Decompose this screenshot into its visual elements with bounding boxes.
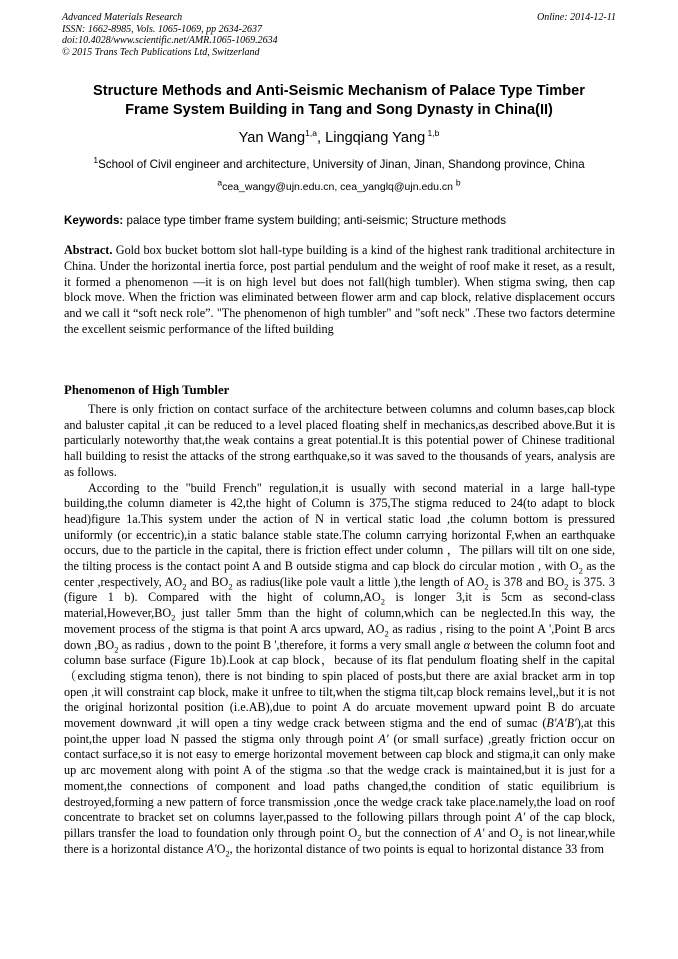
subscript: 2 — [384, 628, 389, 639]
text-run: between the column foot and column base surface (Figure 1b).Look at cap block，because of its flat pendulum floating shelf in the capital（excluding stigma tenon), there is not binding to spin placed of posts,but there are axial bracket arm in top open ,it will constraint cap block, make it unfree to tilt,when the stigma tilt,cap block remains level,,but it is not the original horizontal position (i.e.AB),due to point A do arcuate movement upward point B do arcuate movement downward ,it will open a tiny wedge crack between stigma and the end of sumac ( — [64, 637, 616, 731]
keywords-label: Keywords: — [64, 214, 124, 227]
paragraph: There is only friction on contact surface of the architecture between columns and column bases,cap block and baluster capital ,it can be reduced to a level placed floating shelf in mechanics,as described above.But it is particularly noteworthy that,the weak contains a great potential.It is this potential power of Chinese traditional hall building to resist the attacks of the strong earthquake,so it was saved to the thousands of years, analysis are as follows. — [64, 402, 615, 479]
subscript: 2 — [484, 581, 489, 592]
point-symbol: A′ — [378, 731, 389, 746]
journal-name: Advanced Materials Research — [62, 12, 183, 23]
point-symbol: A′ — [515, 810, 526, 825]
copyright-line: © 2015 Trans Tech Publications Ltd, Switzerland — [62, 46, 260, 58]
title-line-1: Structure Methods and Anti-Seismic Mechanism of Palace Type Timber — [93, 83, 585, 99]
text-run: is not linear,while there is a horizontal distance — [64, 825, 615, 856]
affiliation — [40, 155, 638, 172]
author-superscript: 1,b — [425, 128, 440, 139]
subscript: 2 — [225, 848, 230, 859]
affiliation-text: School of Civil engineer and architecture, University of Jinan, Jinan, Shandong province, China — [98, 158, 585, 171]
text-run: is longer 3,it is 5cm as second-class material,However,BO — [64, 590, 615, 621]
text-run: and BO — [186, 574, 229, 589]
keywords — [64, 214, 616, 228]
text-run: just taller 5mm than the hight of column,which can be neglected.In this way, the movement process of the stigma is that point A arcs upward, AO — [64, 606, 615, 636]
subscript: 2 — [171, 612, 176, 623]
email-superscript: a — [217, 177, 223, 188]
author-name: Lingqiang Yang — [325, 130, 426, 146]
text-run: ),at this point,the upper load N passed the stigma only through point — [64, 716, 615, 746]
subscript: 2 — [380, 596, 385, 607]
abstract — [64, 243, 615, 338]
author-list — [40, 129, 638, 147]
text-run: According to the "build French" regulation,it is usually with second material in a large hall-type building,the column diameter is 42,the hight of Column is 375,The stigma reduced to 24(to adapt to block head)figure 1a.This system under the action of N in vertical static load ,the column bottom is pressured uniformly (or eccentric),in a static balance stable state.The column carrying horizontal F,when an earthquake occurs, due to the particle in the capital, there is friction effect under column ，The pillars will tilt on one side, the tilting process is the contact point A and B outside stigma and cap block do circular motion , with O — [64, 480, 615, 574]
issn-line: ISSN: 1662-8985, Vols. 1065-1069, pp 2634-2637 — [62, 23, 262, 35]
text-run: (or small surface) ,greatly friction occur on contact surface,so it is not easy to emerge horizontal movement between cap block and stigma,it can only make up arc movement along with point A of the stigma .so that the wedge crack is maintained,but it is just for a moment,the connections of component and load paths changed,the condition of static equilibrium is destroyed,forming a new pattern of force transmission ,once the wedge crack take place.namely,the load on roof concentrate to bracket set on columns layer,passed to the following pillars through point — [64, 731, 615, 825]
text-run: as radius(like pole vault a little ),the length of AO — [232, 574, 485, 589]
wedge-symbol: B′A′B′ — [546, 716, 577, 731]
subscript: 2 — [357, 832, 362, 843]
abstract-text: Gold box bucket bottom slot hall-type building is a kind of the highest rank traditional architecture in China. Under the horizontal inertia force, post partial pendulum and the weight of roof make it reset, as a result, it formed a phenomenon —it is on high level but does not fall(high tumbler). When stigma swing, then cap block move. When the friction was eliminated between flower arm and cap block, relative displacement occurs and we call it “soft neck role”. "The phenomenon of high tumbler" and "soft neck" .These two factors determine the excellent seismic performance of the lifted building — [64, 243, 615, 336]
text-run: and O — [484, 825, 519, 840]
author-superscript: 1,a — [305, 128, 317, 139]
author-separator: , — [316, 130, 326, 146]
subscript: 2 — [114, 643, 119, 654]
journal-header — [62, 12, 616, 58]
subscript: 2 — [518, 832, 523, 843]
abstract-label: Abstract. — [64, 243, 113, 257]
point-symbol: A′ — [474, 825, 485, 840]
subscript: 2 — [564, 581, 569, 592]
text-run: is 378 and BO — [488, 574, 565, 589]
text-run: as radius , down to the point B ',therefore, it forms a very small angle — [118, 637, 464, 652]
paper-title — [40, 82, 638, 120]
text-run: , the horizontal distance of two points is equal to horizontal distance 33 from — [229, 841, 605, 856]
email-superscript: b — [455, 177, 461, 188]
paragraph — [64, 481, 615, 858]
email-text[interactable]: cea_wangy@ujn.edu.cn, cea_yanglq@ujn.edu.cn — [222, 181, 456, 193]
text-run: as radius , rising to the point A ',Point B arcs down ,BO — [64, 621, 615, 652]
point-symbol: A′ — [206, 841, 217, 856]
title-line-2: Frame System Building in Tang and Song Dynasty in China(II) — [125, 102, 553, 118]
author-emails — [40, 177, 638, 194]
text-run: is 375. 3 (figure 1 b). Compared with the hight of column,AO — [64, 574, 615, 605]
subscript: 2 — [228, 581, 233, 592]
keywords-text: palace type timber frame system building; anti-seismic; Structure methods — [123, 214, 507, 227]
affiliation-superscript: 1 — [93, 155, 99, 166]
alpha-symbol: α — [463, 637, 471, 652]
subscript: 2 — [578, 565, 583, 576]
author-name: Yan Wang — [238, 130, 306, 146]
text-run: of the cap block, pillars transfer the load to foundation only through point O — [64, 810, 616, 840]
text-run: O — [216, 841, 226, 856]
doi-line[interactable]: doi:10.4028/www.scientific.net/AMR.1065-1069.2634 — [62, 35, 278, 46]
subscript: 2 — [182, 581, 187, 592]
section-heading: Phenomenon of High Tumbler — [64, 383, 230, 397]
body-text — [64, 402, 615, 857]
text-run: as the center ,respectively, AO — [64, 559, 615, 589]
text-run: but the connection of — [361, 825, 475, 840]
online-date: Online: 2014-12-11 — [537, 12, 616, 23]
